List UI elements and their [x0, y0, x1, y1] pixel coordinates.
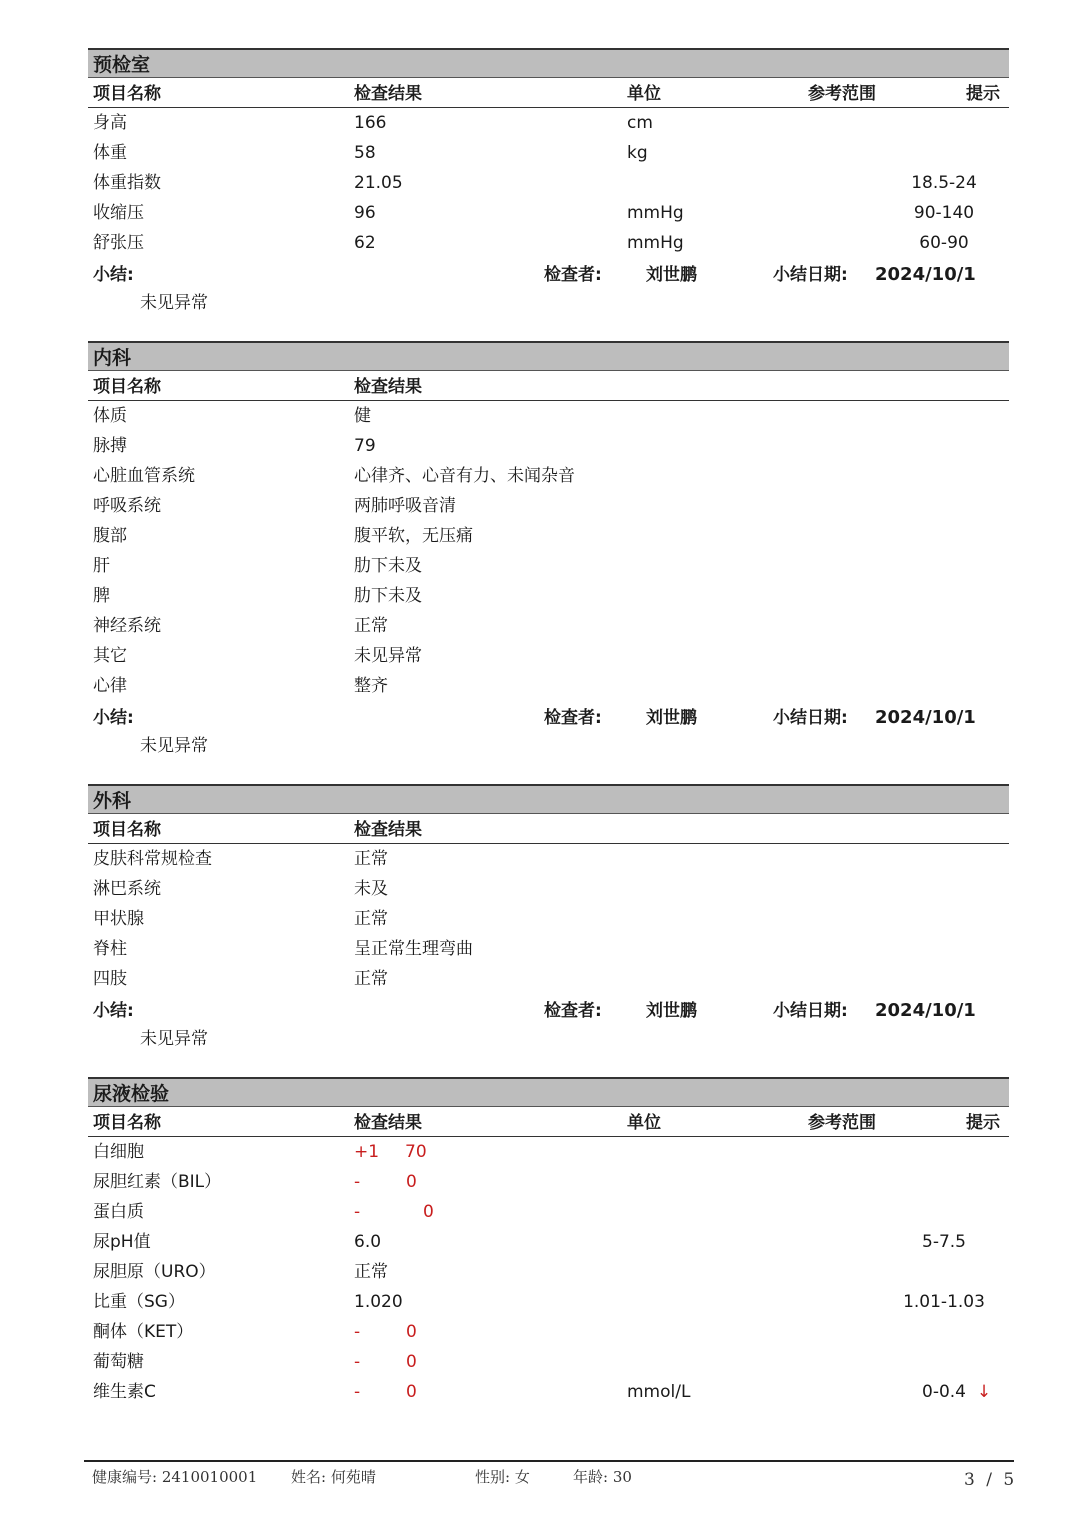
table-row [88, 551, 1009, 581]
table-header [88, 1107, 1009, 1137]
summary-line [88, 994, 1009, 1024]
item-range: 0-0.4 [922, 1382, 966, 1402]
col-header-name: 项目名称 [93, 1113, 161, 1133]
item-name: 腹部 [93, 526, 127, 546]
result-flag: - [354, 1352, 361, 1372]
item-unit: kg [627, 143, 648, 163]
item-result: 呈正常生理弯曲 [354, 939, 473, 959]
col-header-unit: 单位 [627, 84, 661, 104]
table-row [88, 138, 1009, 168]
item-result: 70 [405, 1142, 427, 1162]
item-name: 淋巴系统 [93, 879, 161, 899]
item-result: 166 [354, 113, 387, 133]
col-header-result: 检查结果 [354, 820, 422, 840]
item-name: 肝 [93, 556, 110, 576]
table-row [88, 581, 1009, 611]
item-name: 葡萄糖 [93, 1352, 144, 1372]
result-flag: - [354, 1172, 361, 1192]
summary-date-label: 小结日期: [773, 265, 848, 285]
item-range: 1.01-1.03 [903, 1292, 985, 1312]
table-row [88, 491, 1009, 521]
table-header [88, 371, 1009, 401]
item-name: 四肢 [93, 969, 127, 989]
table-row [88, 1167, 1009, 1197]
table-row [88, 1377, 1009, 1407]
item-result: 正常 [354, 909, 388, 929]
col-header-hint: 提示 [966, 84, 1000, 104]
table-row [88, 108, 1009, 138]
summary-label: 小结: [93, 265, 134, 285]
item-range: 5-7.5 [922, 1232, 966, 1252]
col-header-range: 参考范围 [808, 84, 876, 104]
result-flag: - [354, 1202, 361, 1222]
item-result: 两肺呼吸音清 [354, 496, 456, 516]
col-header-result: 检查结果 [354, 1113, 422, 1133]
table-row [88, 844, 1009, 874]
item-name: 比重（SG） [93, 1292, 185, 1312]
item-name: 体重指数 [93, 173, 161, 193]
item-result: 腹平软，无压痛 [354, 526, 473, 546]
table-row [88, 521, 1009, 551]
result-flag: - [354, 1382, 361, 1402]
item-result: 1.020 [354, 1292, 403, 1312]
item-result: 健 [354, 406, 371, 426]
item-name: 脊柱 [93, 939, 127, 959]
examiner-name: 刘世鹏 [646, 1001, 697, 1021]
footer-patient-name: 姓名: 何苑晴 [291, 1468, 376, 1486]
summary-label: 小结: [93, 1001, 134, 1021]
table-row [88, 431, 1009, 461]
col-header-hint: 提示 [966, 1113, 1000, 1133]
examiner-name: 刘世鹏 [646, 265, 697, 285]
item-name: 维生素C [93, 1382, 156, 1402]
examiner-label: 检查者: [544, 1001, 602, 1021]
summary-conclusion: 未见异常 [140, 1029, 208, 1049]
item-result: 心律齐、心音有力、未闻杂音 [354, 466, 575, 486]
table-row [88, 401, 1009, 431]
result-flag: +1 [354, 1142, 380, 1162]
item-result: 正常 [354, 1262, 388, 1282]
summary-date: 2024/10/1 [875, 707, 976, 728]
item-result: 正常 [354, 849, 388, 869]
table-row [88, 874, 1009, 904]
examiner-name: 刘世鹏 [646, 708, 697, 728]
item-result: 62 [354, 233, 376, 253]
col-header-result: 检查结果 [354, 84, 422, 104]
item-range: 90-140 [913, 203, 975, 223]
footer-health-id: 健康编号: 2410010001 [92, 1468, 258, 1486]
item-result: 0 [406, 1172, 417, 1192]
table-header [88, 78, 1009, 108]
item-unit: mmHg [627, 233, 684, 253]
section-title: 外科 [88, 784, 1009, 814]
table-row [88, 934, 1009, 964]
section-title: 内科 [88, 341, 1009, 371]
table-row [88, 168, 1009, 198]
item-result: 肋下未及 [354, 556, 422, 576]
page-number: 3 / 5 [964, 1470, 1018, 1490]
item-result: 96 [354, 203, 376, 223]
item-name: 其它 [93, 646, 127, 666]
table-row [88, 461, 1009, 491]
table-row [88, 1317, 1009, 1347]
table-row [88, 964, 1009, 994]
summary-conclusion: 未见异常 [140, 293, 208, 313]
item-result: 0 [406, 1322, 417, 1342]
item-result: 6.0 [354, 1232, 382, 1252]
item-result: 正常 [354, 969, 388, 989]
item-name: 尿pH值 [93, 1232, 151, 1252]
summary-date: 2024/10/1 [875, 1000, 976, 1021]
item-unit: cm [627, 113, 653, 133]
item-name: 白细胞 [93, 1142, 144, 1162]
col-header-result: 检查结果 [354, 377, 422, 397]
item-name: 呼吸系统 [93, 496, 161, 516]
item-result: 0 [423, 1202, 434, 1222]
item-name: 体质 [93, 406, 127, 426]
low-flag-icon: ↓ [976, 1382, 992, 1402]
section-title: 尿液检验 [88, 1077, 1009, 1107]
item-name: 甲状腺 [93, 909, 144, 929]
summary-date-label: 小结日期: [773, 708, 848, 728]
item-name: 蛋白质 [93, 1202, 144, 1222]
item-range: 18.5-24 [911, 173, 977, 193]
table-row [88, 1347, 1009, 1377]
table-row [88, 228, 1009, 258]
footer-age: 年龄: 30 [573, 1468, 632, 1486]
result-flag: - [354, 1322, 361, 1342]
item-result: 整齐 [354, 676, 388, 696]
item-name: 身高 [93, 113, 127, 133]
summary-conclusion: 未见异常 [140, 736, 208, 756]
item-name: 神经系统 [93, 616, 161, 636]
section-title: 预检室 [88, 48, 1009, 78]
table-row [88, 198, 1009, 228]
examiner-label: 检查者: [544, 265, 602, 285]
section-internal-medicine [88, 341, 1009, 761]
table-row [88, 1287, 1009, 1317]
summary-line [88, 258, 1009, 288]
item-unit: mmol/L [627, 1382, 691, 1402]
table-row [88, 904, 1009, 934]
item-result: 21.05 [354, 173, 403, 193]
table-row [88, 671, 1009, 701]
table-row [88, 1257, 1009, 1287]
col-header-name: 项目名称 [93, 820, 161, 840]
table-row [88, 1197, 1009, 1227]
item-range: 60-90 [919, 233, 969, 253]
item-name: 尿胆红素（BIL） [93, 1172, 222, 1192]
footer-divider [84, 1460, 1014, 1462]
col-header-range: 参考范围 [808, 1113, 876, 1133]
item-name: 脉搏 [93, 436, 127, 456]
table-row [88, 1227, 1009, 1257]
summary-date: 2024/10/1 [875, 264, 976, 285]
section-urinalysis [88, 1077, 1009, 1407]
summary-date-label: 小结日期: [773, 1001, 848, 1021]
item-result: 0 [406, 1382, 417, 1402]
col-header-unit: 单位 [627, 1113, 661, 1133]
item-name: 体重 [93, 143, 127, 163]
col-header-name: 项目名称 [93, 84, 161, 104]
section-surgery [88, 784, 1009, 1054]
table-header [88, 814, 1009, 844]
item-result: 未见异常 [354, 646, 422, 666]
item-name: 酮体（KET） [93, 1322, 194, 1342]
col-header-name: 项目名称 [93, 377, 161, 397]
table-row [88, 1137, 1009, 1167]
item-name: 皮肤科常规检查 [93, 849, 212, 869]
item-name: 脾 [93, 586, 110, 606]
table-row [88, 611, 1009, 641]
item-unit: mmHg [627, 203, 684, 223]
summary-line [88, 701, 1009, 731]
item-result: 0 [406, 1352, 417, 1372]
footer-gender: 性别: 女 [475, 1468, 530, 1486]
item-result: 未及 [354, 879, 388, 899]
item-name: 收缩压 [93, 203, 144, 223]
table-row [88, 641, 1009, 671]
item-name: 舒张压 [93, 233, 144, 253]
section-pre-exam [88, 48, 1009, 318]
item-name: 尿胆原（URO） [93, 1262, 216, 1282]
item-name: 心脏血管系统 [93, 466, 195, 486]
item-result: 79 [354, 436, 376, 456]
item-result: 肋下未及 [354, 586, 422, 606]
item-name: 心律 [93, 676, 127, 696]
item-result: 58 [354, 143, 376, 163]
examiner-label: 检查者: [544, 708, 602, 728]
item-result: 正常 [354, 616, 388, 636]
summary-label: 小结: [93, 708, 134, 728]
